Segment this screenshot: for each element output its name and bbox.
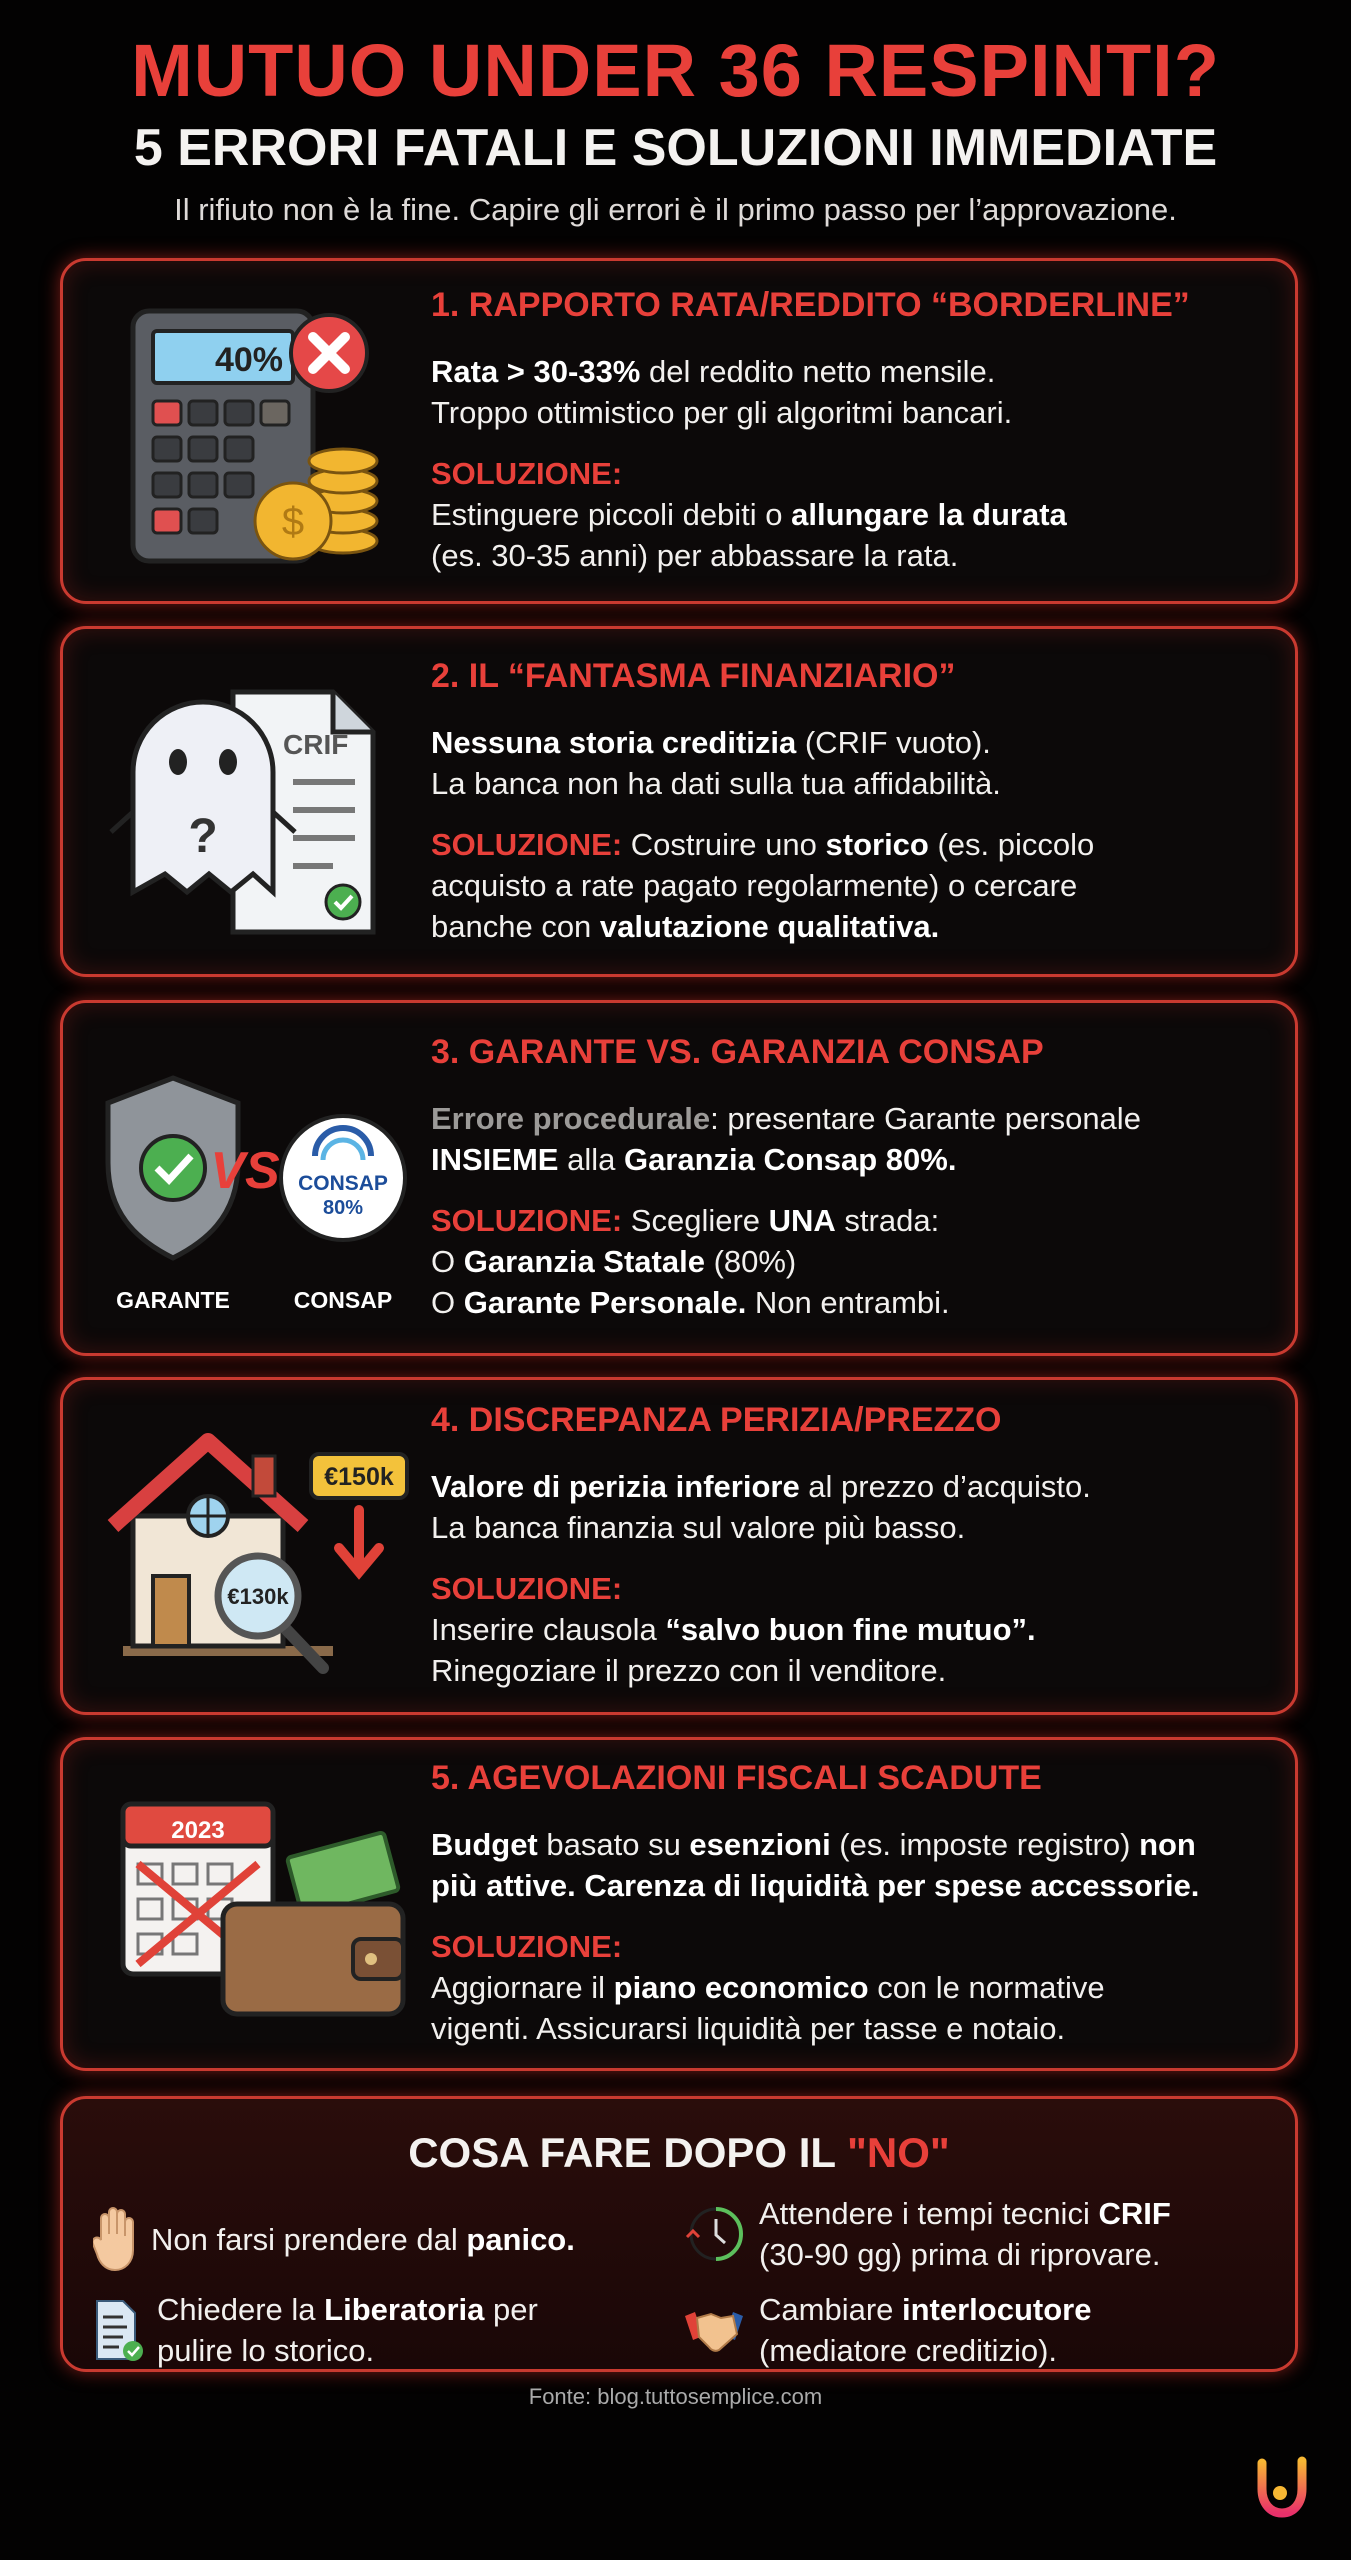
crif-label: CRIF (283, 728, 349, 760)
text-line (431, 1967, 1279, 2008)
text-segment: Inserire clausola (431, 1612, 666, 1647)
solution-label: SOLUZIONE: (431, 826, 623, 862)
bold-text-segment: piano economico (613, 1970, 869, 2005)
card-heading: 5. AGEVOLAZIONI FISCALI SCADUTE (431, 1759, 1042, 1797)
problem-text (431, 1098, 1279, 1180)
text-line (759, 2234, 1171, 2275)
text-segment: acquisto a rate pagato regolarmente) o cercare (431, 867, 1078, 903)
panel-title-text: COSA FARE DOPO IL (408, 2129, 847, 2176)
brand-logo-icon (1250, 2455, 1314, 2519)
bold-text-segment: allungare la durata (791, 497, 1067, 532)
error-card-2 (60, 626, 1298, 977)
advice-item (683, 2289, 1091, 2371)
bold-text-segment: non (1139, 1827, 1196, 1862)
advice-text (759, 2289, 1091, 2371)
bold-text-segment: Rata > 30-33% (431, 354, 641, 389)
solution-label: SOLUZIONE: (431, 1571, 623, 1606)
bold-text-segment: Garanzia Statale (463, 1244, 705, 1279)
advice-text (151, 2219, 575, 2260)
ghost-icon (93, 662, 423, 942)
bold-text-segment: Budget (431, 1827, 538, 1862)
bold-text-segment: Garante Personale. (463, 1285, 747, 1320)
coin-symbol: $ (281, 500, 305, 544)
subtitle: 5 ERRORI FATALI E SOLUZIONI IMMEDIATE (133, 119, 1218, 177)
text-segment: per (484, 2292, 538, 2327)
text-segment: Aggiornare il (431, 1970, 614, 2005)
card-text (431, 1380, 1279, 1712)
text-segment: con le normative (868, 1970, 1105, 2005)
text-segment: al prezzo d’acquisto. (799, 1469, 1091, 1504)
bold-text-segment: CRIF (1098, 2196, 1171, 2231)
text-segment: del reddito netto mensile. (640, 354, 996, 389)
bold-text-segment: Liberatoria (324, 2292, 485, 2327)
bold-text-segment: UNA (768, 1203, 836, 1238)
text-segment: Costruire uno (622, 826, 826, 862)
text-line (431, 763, 1279, 804)
solution-label: SOLUZIONE: (431, 1929, 623, 1964)
bold-text-segment: “salvo buon fine mutuo”. (665, 1612, 1036, 1647)
text-segment: pulire lo storico. (157, 2333, 375, 2368)
calc-display-text: 40% (214, 341, 283, 379)
calendar-year-text: 2023 (171, 1817, 225, 1844)
text-segment: : presentare Garante personale (710, 1101, 1141, 1136)
text-line (431, 1139, 1279, 1180)
text-line (151, 2219, 575, 2260)
text-line (431, 865, 1279, 906)
text-segment: (es. 30-35 anni) per abbassare la rata. (431, 538, 959, 573)
text-segment: (es. imposte registro) (830, 1827, 1140, 1862)
text-segment: (30-90 gg) prima di riprovare. (759, 2237, 1161, 2272)
bold-text-segment: Errore procedurale (431, 1101, 711, 1136)
text-line (431, 1926, 1279, 1967)
what-to-do-panel (60, 2096, 1298, 2372)
text-line (157, 2330, 538, 2371)
card-text (431, 629, 1279, 974)
problem-text (431, 351, 1279, 433)
text-segment: alla (558, 1142, 624, 1177)
hand-stop-icon (93, 2206, 137, 2272)
problem-text (431, 1466, 1279, 1548)
text-line (431, 722, 1279, 763)
card-heading: 2. IL “FANTASMA FINANZIARIO” (431, 656, 956, 695)
text-line (431, 535, 1279, 576)
text-segment: O (431, 1244, 464, 1279)
advice-text (157, 2289, 538, 2371)
error-card-3 (60, 1000, 1298, 1356)
text-segment: O (431, 1285, 464, 1320)
calculator-icon (93, 291, 423, 571)
bold-text-segment: esenzioni (689, 1827, 831, 1862)
solution-text (431, 1200, 1279, 1323)
text-segment: Scegliere (622, 1203, 769, 1238)
main-title: MUTUO UNDER 36 RESPINTI? (131, 29, 1220, 112)
problem-text (431, 1824, 1279, 1906)
card-text (431, 261, 1279, 601)
text-line (431, 392, 1279, 433)
solution-text (431, 824, 1279, 947)
lens-value-text: €130k (227, 1584, 289, 1609)
text-line (431, 1609, 1279, 1650)
error-card-4 (60, 1377, 1298, 1715)
text-line (431, 351, 1279, 392)
error-card-5 (60, 1737, 1298, 2071)
text-line (431, 494, 1279, 535)
text-segment: vigenti. Assicurarsi liquidità per tasse e notaio. (431, 2011, 1066, 2046)
handshake-icon (683, 2302, 745, 2358)
house-magnifier-icon (93, 1406, 423, 1686)
text-line (431, 1200, 1279, 1241)
shield-vs-consap-icon (93, 1038, 423, 1318)
consap-label: CONSAP (293, 1287, 393, 1313)
text-line (431, 1282, 1279, 1323)
text-line (431, 1241, 1279, 1282)
card-heading: 4. DISCREPANZA PERIZIA/PREZZO (431, 1401, 1002, 1439)
text-line (759, 2193, 1171, 2234)
text-line (431, 1507, 1279, 1548)
advice-item (93, 2289, 538, 2371)
garante-label: GARANTE (116, 1287, 230, 1313)
text-line (759, 2330, 1091, 2371)
advice-text (759, 2193, 1171, 2275)
text-line (431, 1568, 1279, 1609)
vs-label: VS (210, 1142, 280, 1200)
text-line (431, 1098, 1279, 1139)
consap-logo-text: CONSAP (298, 1172, 388, 1195)
text-segment: Non farsi prendere dal (151, 2221, 467, 2257)
text-line (431, 824, 1279, 865)
text-line (759, 2289, 1091, 2330)
svg-text:?: ? (188, 809, 218, 863)
text-segment: (mediatore creditizio). (759, 2333, 1058, 2368)
problem-text (431, 722, 1279, 804)
text-segment: La banca non ha dati sulla tua affidabilità. (431, 765, 1001, 801)
card-heading: 3. GARANTE VS. GARANZIA CONSAP (431, 1033, 1044, 1071)
bold-text-segment: Garanzia Consap 80%. (623, 1142, 957, 1177)
advice-item (93, 2199, 575, 2279)
text-segment: Chiedere la (157, 2292, 325, 2327)
text-segment: La banca finanzia sul valore più basso. (431, 1510, 966, 1545)
text-line (431, 453, 1279, 494)
bold-text-segment: valutazione qualitativa. (599, 908, 940, 944)
bold-text-segment: più attive. (431, 1868, 576, 1903)
text-segment: Troppo ottimistico per gli algoritmi bancari. (431, 395, 1013, 430)
bold-text-segment: Carenza di liquidità per spese accessorie. (584, 1868, 1200, 1903)
bold-text-segment: interlocutore (902, 2292, 1092, 2327)
solution-text (431, 1926, 1279, 2049)
text-segment: (CRIF vuoto). (796, 724, 991, 760)
text-segment: Non entrambi. (746, 1285, 950, 1320)
bold-text-segment: storico (825, 826, 929, 862)
text-line (431, 1865, 1279, 1906)
text-segment: strada: (835, 1203, 940, 1238)
bold-text-segment: Valore di perizia inferiore (431, 1469, 800, 1504)
error-card-1 (60, 258, 1298, 604)
card-text (431, 1003, 1279, 1353)
advice-item (683, 2193, 1171, 2275)
intro-text: Il rifiuto non è la fine. Capire gli errori è il primo passo per l’approvazione. (174, 192, 1177, 227)
card-heading: 1. RAPPORTO RATA/REDDITO “BORDERLINE” (431, 286, 1190, 324)
text-segment: (80%) (704, 1244, 797, 1279)
text-segment: (es. piccolo (928, 826, 1095, 862)
card-text (431, 1740, 1279, 2068)
clock-refresh-icon (683, 2201, 745, 2267)
text-line (431, 1466, 1279, 1507)
solution-label: SOLUZIONE: (431, 1203, 623, 1238)
source-credit: Fonte: blog.tuttosemplice.com (528, 2384, 823, 2409)
text-line (431, 906, 1279, 947)
calendar-wallet-icon (93, 1764, 423, 2044)
solution-text (431, 453, 1279, 576)
text-segment: basato su (537, 1827, 690, 1862)
bold-text-segment: panico. (466, 2221, 575, 2257)
text-line (431, 2008, 1279, 2049)
text-segment: Attendere i tempi tecnici (759, 2196, 1099, 2231)
text-line (157, 2289, 538, 2330)
text-segment: Rinegoziare il prezzo con il venditore. (431, 1653, 947, 1688)
text-line (431, 1824, 1279, 1865)
document-check-icon (93, 2297, 143, 2363)
consap-pct-text: 80% (322, 1197, 364, 1219)
text-segment: Cambiare (759, 2292, 902, 2327)
text-line (431, 1650, 1279, 1691)
bold-text-segment: Nessuna storia creditizia (431, 724, 797, 760)
panel-title-no: "NO" (846, 2129, 950, 2176)
panel-title (63, 2129, 1295, 2177)
solution-text (431, 1568, 1279, 1691)
text-segment: banche con (431, 908, 600, 944)
text-segment: Estinguere piccoli debiti o (431, 497, 792, 532)
solution-label: SOLUZIONE: (431, 456, 623, 491)
price-tag-text: €150k (324, 1463, 394, 1491)
bold-text-segment: INSIEME (431, 1142, 559, 1177)
